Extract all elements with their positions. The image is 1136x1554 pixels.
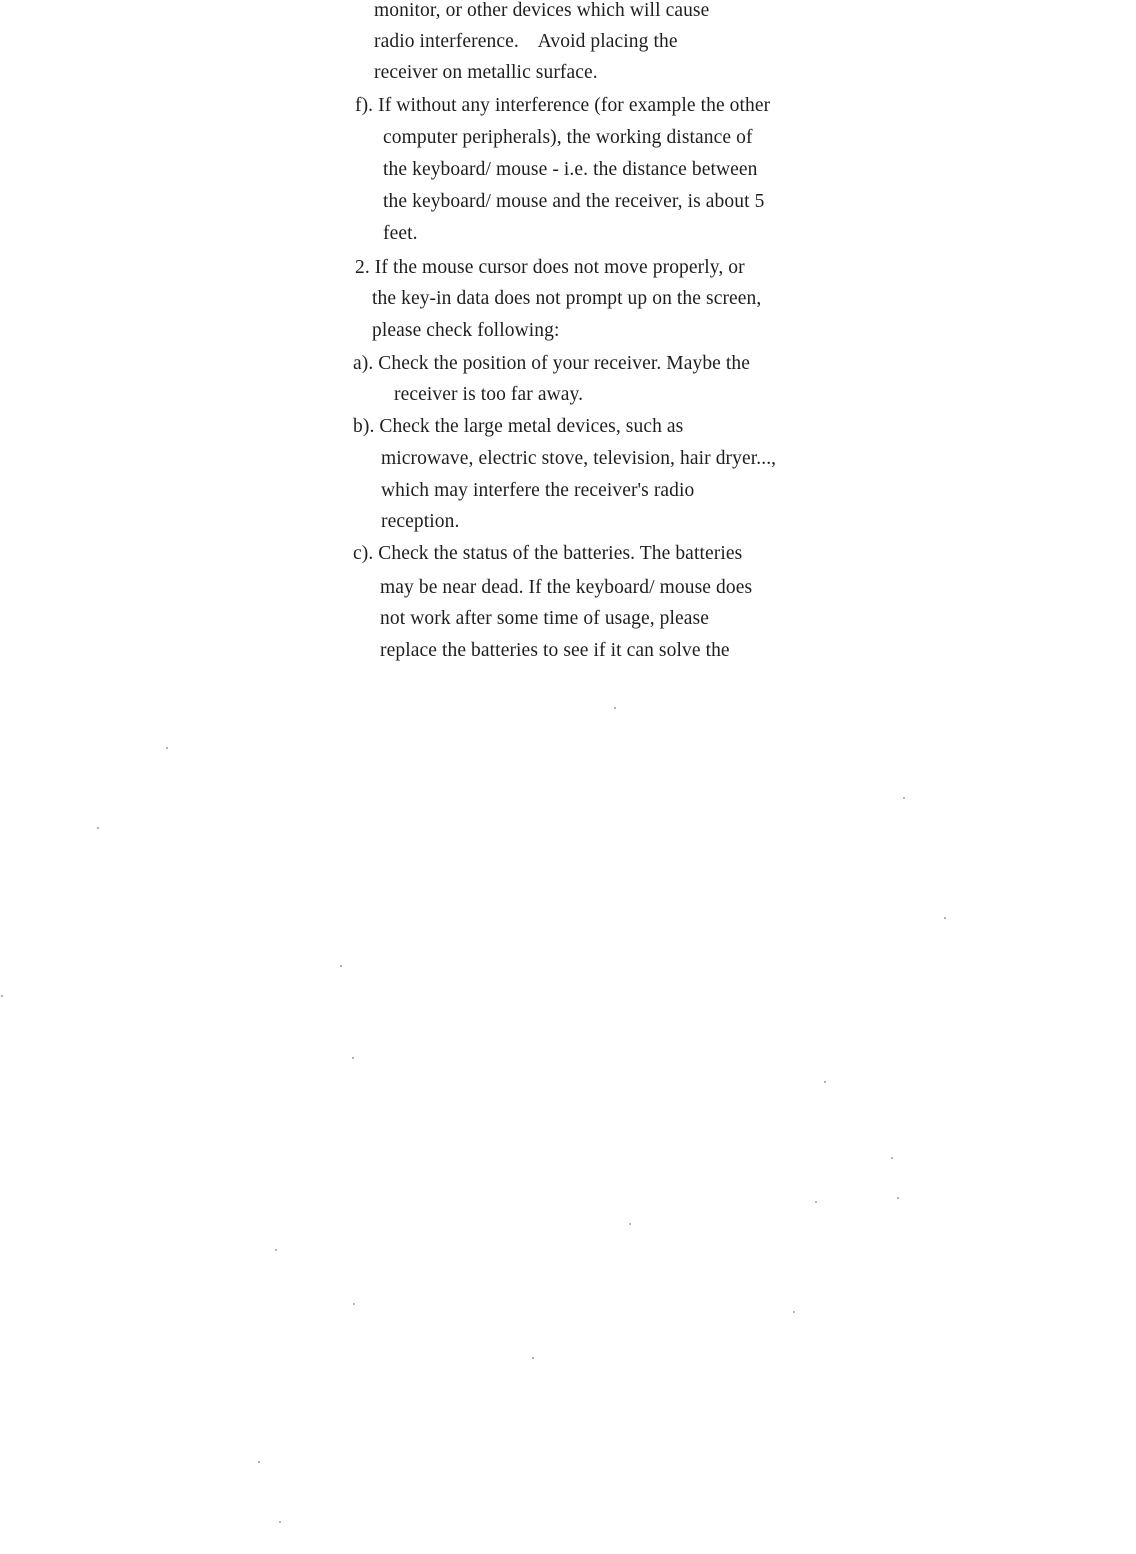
text-line: radio interference. Avoid placing the [374, 31, 678, 52]
text-line: the keyboard/ mouse - i.e. the distance between [383, 159, 758, 180]
text-line: replace the batteries to see if it can solve the [380, 640, 730, 661]
text-line: may be near dead. If the keyboard/ mouse does [380, 577, 753, 598]
text-line: reception. [381, 511, 460, 532]
scan-speck [279, 1521, 281, 1523]
scan-speck [815, 1201, 817, 1203]
text-line: which may interfere the receiver's radio [381, 480, 695, 501]
scan-speck [353, 1303, 355, 1305]
list-item-a: a). Check the position of your receiver. Maybe the [353, 353, 751, 374]
scan-speck [340, 965, 342, 967]
text-line: feet. [383, 223, 418, 244]
text-line: not work after some time of usage, please [380, 608, 709, 629]
text-line: receiver is too far away. [394, 384, 584, 405]
text-line: please check following: [372, 320, 560, 341]
scan-speck [258, 1461, 260, 1463]
list-item-2: 2. If the mouse cursor does not move properly, or [355, 257, 745, 278]
text-line: monitor, or other devices which will cause [374, 0, 710, 21]
scan-speck [166, 747, 168, 749]
scan-speck [793, 1311, 795, 1313]
scan-speck [891, 1157, 893, 1159]
text-line: receiver on metallic surface. [374, 62, 598, 83]
scan-speck [903, 797, 905, 799]
scan-speck [352, 1057, 354, 1059]
scan-speck [629, 1223, 631, 1225]
scan-speck [614, 707, 616, 709]
text-line: computer peripherals), the working distance of [383, 127, 753, 148]
scan-speck [1, 995, 3, 997]
scan-speck [532, 1357, 534, 1359]
scan-speck [944, 917, 946, 919]
list-item-f: f). If without any interference (for example the other [355, 95, 771, 116]
list-item-c: c). Check the status of the batteries. The batteries [353, 543, 743, 564]
scan-speck [824, 1081, 826, 1083]
text-line: the keyboard/ mouse and the receiver, is about 5 [383, 191, 765, 212]
scan-speck [275, 1249, 277, 1251]
text-line: the key-in data does not prompt up on the screen, [372, 288, 762, 309]
list-item-b: b). Check the large metal devices, such as [353, 416, 684, 437]
scan-speck [897, 1197, 899, 1199]
text-line: microwave, electric stove, television, hair dryer..., [381, 448, 777, 469]
scan-speck [97, 827, 99, 829]
